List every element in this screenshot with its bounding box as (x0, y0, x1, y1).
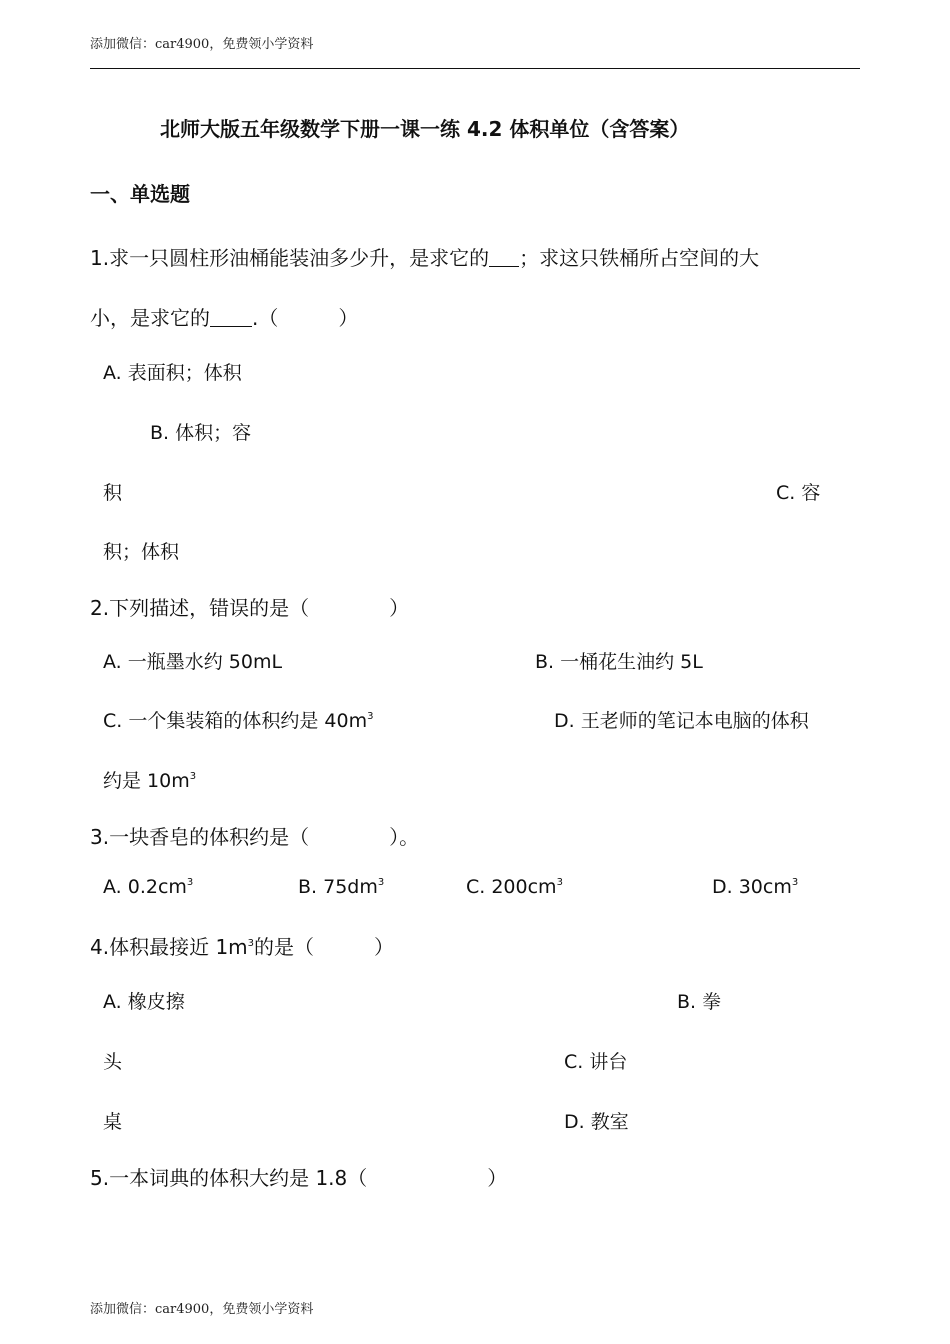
question-2-option-d-wrap-text: 约是 10m (103, 770, 190, 792)
question-3-option-b[interactable] (298, 876, 384, 898)
question-4-text-a: 4.体积最接近 1m (90, 935, 248, 959)
question-4-option-b[interactable]: B. 拳 (677, 991, 722, 1013)
answer-blank (489, 248, 519, 267)
question-1-text-a: 1.求一只圆柱形油桶能装油多少升，是求它的 (90, 246, 490, 270)
question-1-option-b[interactable]: B. 体积；容 (150, 422, 252, 444)
question-2-option-d[interactable]: D. 王老师的笔记本电脑的体积 (554, 710, 809, 732)
question-2-option-d-wrap (103, 766, 196, 793)
answer-blank (210, 308, 252, 327)
question-4-stem (90, 931, 394, 960)
question-1-line-1 (90, 242, 759, 271)
question-2-option-c[interactable] (103, 706, 373, 733)
question-5-stem: 5.一本词典的体积大约是 1.8（ ） (90, 1166, 508, 1190)
superscript: 3 (189, 771, 197, 782)
document-title: 北师大版五年级数学下册一课一练 4.2 体积单位（含答案） (160, 117, 690, 141)
page-footer: 添加微信：car4900，免费领小学资料 (90, 1302, 314, 1317)
superscript: 3 (556, 877, 563, 888)
question-2-option-b[interactable]: B. 一桶花生油约 5L (535, 651, 703, 673)
section-heading: 一、单选题 (90, 182, 190, 206)
question-3-stem: 3.一块香皂的体积约是（ ）。 (90, 825, 420, 849)
question-4-option-d[interactable]: D. 教室 (564, 1111, 629, 1133)
question-3-option-b-text: B. 75dm (298, 876, 378, 898)
question-3-option-d-text: D. 30cm (712, 876, 792, 898)
question-4-text-b: 的是（ ） (254, 935, 395, 959)
question-3-option-c[interactable] (466, 876, 563, 898)
question-1-option-a[interactable]: A. 表面积；体积 (103, 362, 242, 384)
superscript: 3 (367, 711, 374, 722)
superscript: 3 (186, 877, 194, 888)
question-1-option-b-wrap: 积 (103, 482, 123, 504)
page-header: 添加微信：car4900，免费领小学资料 (90, 37, 314, 52)
question-2-option-a[interactable]: A. 一瓶墨水约 50mL (103, 651, 283, 673)
header-rule (90, 68, 860, 69)
question-1-text-b: ；求这只铁桶所占空间的大 (519, 246, 760, 270)
question-4-option-b-wrap: 头 (103, 1051, 123, 1073)
question-4-option-c-wrap: 桌 (103, 1111, 123, 1133)
question-3-option-c-text: C. 200cm (466, 876, 557, 898)
question-3-option-d[interactable] (712, 876, 798, 898)
question-3-option-a-text: A. 0.2cm (103, 876, 187, 898)
question-2-stem: 2.下列描述，错误的是（ ） (90, 596, 410, 620)
question-4-option-c[interactable]: C. 讲台 (564, 1051, 628, 1073)
superscript: 3 (791, 877, 799, 888)
question-1-text-c: 小，是求它的 (90, 306, 210, 330)
superscript: 3 (247, 938, 255, 949)
question-3-option-a[interactable] (103, 876, 193, 898)
question-1-option-c[interactable]: C. 容 (776, 482, 821, 504)
question-2-option-c-text: C. 一个集装箱的体积约是 40m (103, 710, 368, 732)
question-1-line-2 (90, 302, 358, 331)
question-4-option-a[interactable]: A. 橡皮擦 (103, 991, 185, 1013)
superscript: 3 (377, 877, 385, 888)
question-1-option-c-wrap: 积；体积 (103, 541, 180, 563)
question-1-text-d: .（ ） (252, 306, 359, 330)
